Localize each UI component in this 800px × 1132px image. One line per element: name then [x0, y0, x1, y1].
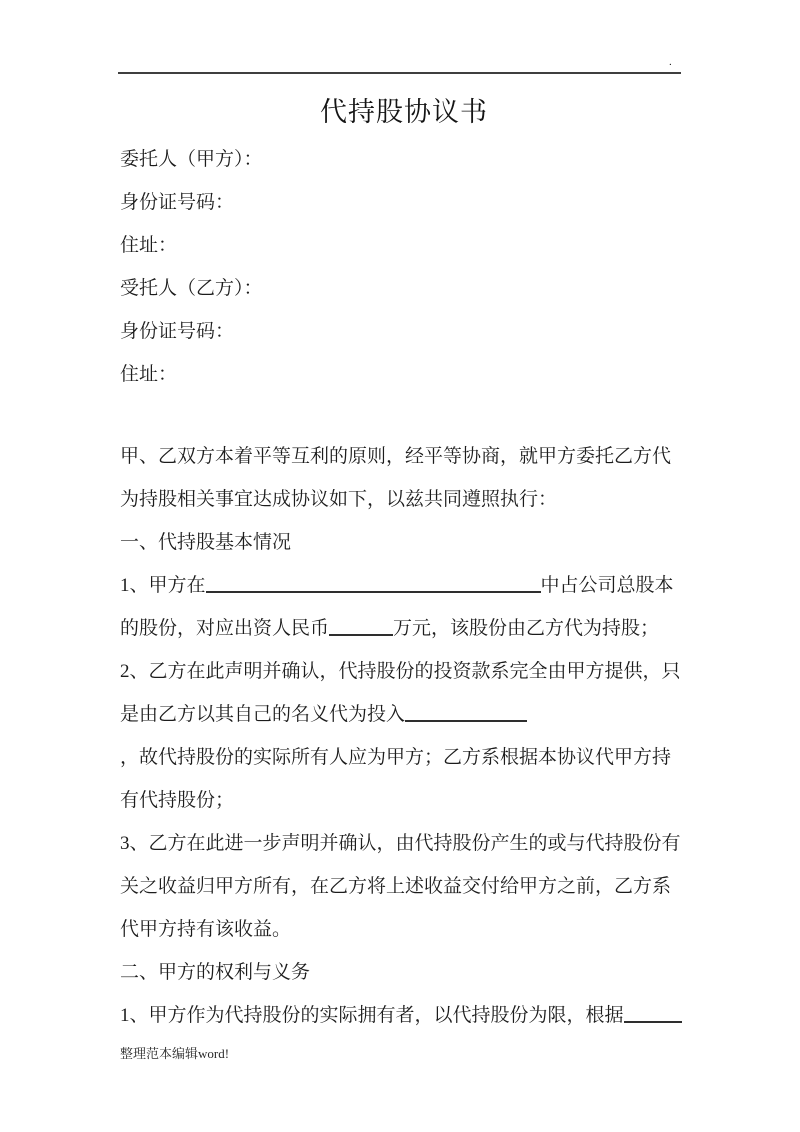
text-run: 1、甲方在 [120, 575, 206, 596]
document-line [120, 908, 688, 951]
text-run: 为持股相关事宜达成协议如下，以兹共同遵照执行： [120, 489, 558, 510]
document-line [120, 994, 688, 1037]
document-line [120, 521, 688, 564]
text-run: 3、乙方在此进一步声明并确认，由代持股份产生的或与代持股份有 [120, 833, 681, 854]
document-line [120, 951, 688, 994]
text-run: 甲、乙双方本着平等互利的原则，经平等协商，就甲方委托乙方代 [120, 446, 672, 467]
document-line [120, 564, 688, 607]
agreement-body [120, 435, 688, 1037]
text-run: 万元，该股份由乙方代为持股； [393, 618, 660, 639]
text-run: 的股份，对应出资人民币 [120, 618, 330, 639]
fill-in-blank [405, 702, 527, 722]
text-run: 2、乙方在此声明并确认，代持股份的投资款系完全由甲方提供，只 [120, 661, 681, 682]
document-line [120, 435, 688, 478]
text-run: ，故代持股份的实际所有人应为甲方；乙方系根据本协议代甲方持 [120, 747, 672, 768]
text-run: 二、甲方的权利与义务 [120, 962, 311, 983]
text-run: 中占公司总股本 [540, 575, 674, 596]
document-line [120, 650, 688, 693]
fill-in-blank [329, 616, 393, 636]
text-run: 关之收益归甲方所有，在乙方将上述收益交付给甲方之前，乙方系 [120, 876, 672, 897]
text-run: 1、甲方作为代持股份的实际拥有者，以代持股份为限，根据 [120, 1005, 624, 1026]
party-line-id-number: 身份证号码： [120, 321, 235, 342]
party-line-trustee: 受托人（乙方）： [120, 278, 263, 299]
document-line [120, 693, 688, 736]
text-run: 有代持股份； [120, 790, 235, 811]
document-line [120, 478, 688, 521]
text-run: 代甲方持有该收益。 [120, 919, 292, 940]
stray-mark: . [669, 56, 672, 68]
footer-note: 整理范本编辑word! [120, 1046, 230, 1061]
text-run: 是由乙方以其自己的名义代为投入 [120, 704, 406, 725]
page-title: 代持股协议书 [320, 97, 488, 127]
header-rule [118, 72, 681, 74]
document-line [120, 779, 688, 822]
document-line [120, 865, 688, 908]
fill-in-blank [206, 573, 541, 593]
parties-block [120, 138, 688, 396]
party-line-address: 住址： [120, 364, 178, 385]
document-line [120, 736, 688, 779]
document-line [120, 822, 688, 865]
text-run: 一、代持股基本情况 [120, 532, 292, 553]
party-line-principal: 委托人（甲方）： [120, 149, 263, 170]
document-line [120, 607, 688, 650]
fill-in-blank [624, 1003, 682, 1023]
party-line-id-number: 身份证号码： [120, 192, 235, 213]
party-line-address: 住址： [120, 235, 178, 256]
